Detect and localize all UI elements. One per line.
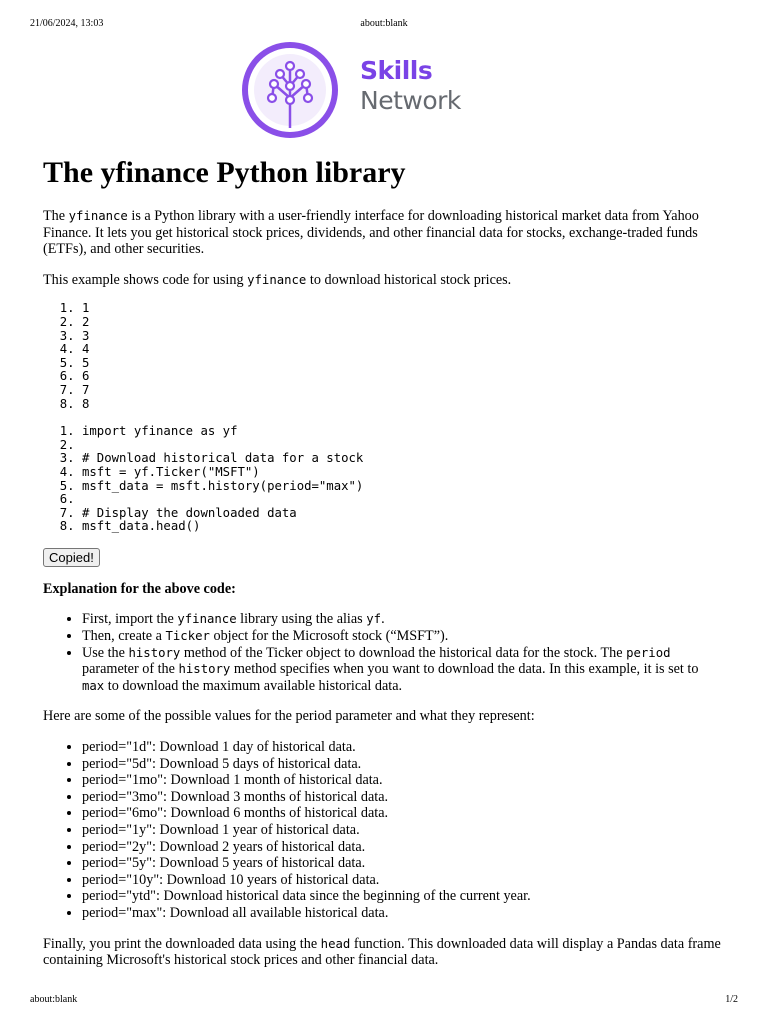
inline-code: yfinance	[247, 272, 307, 287]
list-item: • period="ytd": Download historical data since the beginning of the current year.	[82, 888, 723, 905]
line-number: 6. 6	[82, 370, 723, 384]
list-item: • Use the history method of the Ticker object to download the historical data for the stock. The period parameter of the history method specifies when you want to download the data. In this example, it is set to max to download the maximum available historical data.	[82, 645, 723, 695]
list-item: • period="1y": Download 1 year of historical data.	[82, 822, 723, 839]
example-paragraph: This example shows code for using yfinance to download historical stock prices.	[43, 271, 512, 288]
logo-word-network: Network	[360, 86, 461, 115]
page-number: 1/2	[725, 994, 738, 1005]
code-line: 7. # Display the downloaded data	[82, 507, 723, 521]
explanation-heading: Explanation for the above code:	[43, 580, 236, 597]
list-item: • period="10y": Download 10 years of historical data.	[82, 872, 723, 889]
list-item: • period="1d": Download 1 day of historical data.	[82, 739, 723, 756]
period-list	[43, 739, 723, 922]
code-line: 5. msft_data = msft.history(period="max")	[82, 480, 723, 494]
tree-logo-icon	[238, 40, 346, 140]
list-item: • period="1mo": Download 1 month of historical data.	[82, 772, 723, 789]
logo-word-skills: Skills	[360, 56, 433, 85]
print-title: about:blank	[360, 18, 408, 29]
copy-code-button[interactable]: Copied!	[43, 548, 100, 567]
print-footer	[30, 994, 738, 1008]
line-number-list	[43, 302, 723, 411]
code-line	[82, 439, 723, 453]
period-intro: Here are some of the possible values for the period parameter and what they represent:	[43, 708, 535, 725]
line-number: 4. 4	[82, 343, 723, 357]
page-title: The yfinance Python library	[43, 156, 406, 189]
final-paragraph: Finally, you print the downloaded data using the head function. This downloaded data will display a Pandas data frame containing Microsoft's historical stock prices and other financial data.	[43, 935, 721, 969]
line-number: 2. 2	[82, 316, 723, 330]
line-number: 8. 8	[82, 398, 723, 412]
skills-network-logo	[238, 40, 488, 140]
list-item: • period="6mo": Download 6 months of historical data.	[82, 805, 723, 822]
list-item: • period="max": Download all available historical data.	[82, 905, 723, 922]
intro-paragraph: The yfinance is a Python library with a user-friendly interface for downloading historical market data from Yahoo Finance. It lets you get historical stock prices, dividends, and other financial data for stocks, exchange-traded funds (ETFs), and other securities.	[43, 208, 699, 258]
code-line: 3. # Download historical data for a stock	[82, 452, 723, 466]
code-line: 8. msft_data.head()	[82, 520, 723, 534]
code-line	[82, 493, 723, 507]
line-number: 7. 7	[82, 384, 723, 398]
explanation-list	[43, 611, 723, 694]
code-line: 4. msft = yf.Ticker("MSFT")	[82, 466, 723, 480]
article	[43, 150, 723, 983]
list-item: • Then, create a Ticker object for the Microsoft stock (“MSFT”).	[82, 628, 723, 645]
line-number: 1. 1	[82, 302, 723, 316]
code-line: 1. import yfinance as yf	[82, 425, 723, 439]
inline-code: yfinance	[68, 209, 128, 223]
line-number: 5. 5	[82, 357, 723, 371]
line-number: 3. 3	[82, 330, 723, 344]
print-datetime: 21/06/2024, 13:03	[30, 18, 104, 29]
print-header	[30, 18, 738, 32]
list-item: • period="5d": Download 5 days of historical data.	[82, 756, 723, 773]
print-url: about:blank	[30, 994, 78, 1005]
list-item: • First, import the yfinance library using the alias yf.	[82, 611, 723, 628]
list-item: • period="5y": Download 5 years of historical data.	[82, 855, 723, 872]
list-item: • period="3mo": Download 3 months of historical data.	[82, 789, 723, 806]
inline-code: head	[320, 936, 351, 951]
code-block	[43, 425, 723, 534]
list-item: • period="2y": Download 2 years of historical data.	[82, 839, 723, 856]
